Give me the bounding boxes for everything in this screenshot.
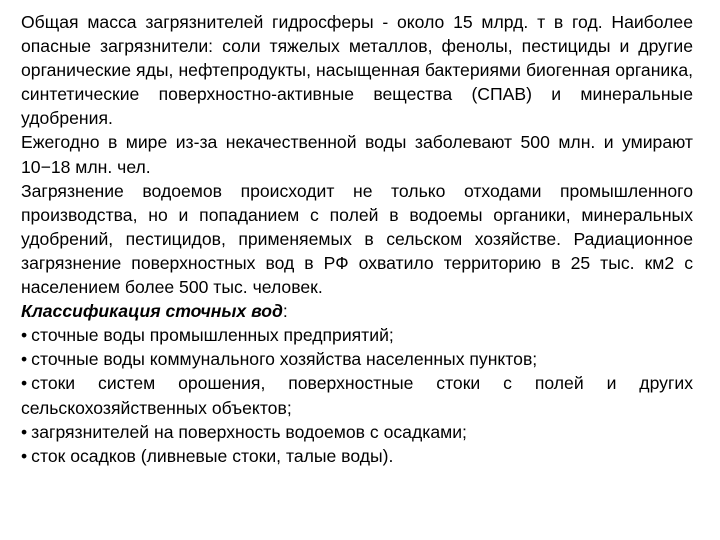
paragraph-health-impact: Ежегодно в мире из-за некачественной воды заболевают 500 млн. и умирают 10−18 млн. чел. <box>21 132 693 177</box>
list-item <box>21 444 693 468</box>
list-item <box>21 347 693 371</box>
classification-heading-text: Классификация сточных вод <box>21 301 283 322</box>
list-item-text: сток осадков (ливневые стоки, талые воды). <box>31 445 394 466</box>
bullet-icon: • <box>21 445 28 466</box>
bullet-icon: • <box>21 349 28 370</box>
classification-heading <box>21 299 693 323</box>
list-item-text: стоки систем орошения, поверхностные стоки с полей и других сельскохозяйственных объектов; <box>21 373 693 418</box>
bullet-icon: • <box>21 373 28 394</box>
paragraph-pollution-sources: Загрязнение водоемов происходит не только отходами промышленного производства, но и попаданием с полей в водоемы органики, минеральных удобрений, пестицидов, применяемых в сельском хозяйстве. Радиационное загрязнение поверхностных вод в РФ охватило территорию в 25 тыс. км2 с населением более 500 тыс. человек. <box>21 180 693 298</box>
bullet-icon: • <box>21 421 28 442</box>
list-item <box>21 420 693 444</box>
list-item <box>21 371 693 419</box>
classification-heading-colon: : <box>282 301 288 322</box>
paragraph-pollutants: Общая масса загрязнителей гидросферы - около 15 млрд. т в год. Наиболее опасные загрязнители: соли тяжелых металлов, фенолы, пестициды и другие органические яды, нефтепродукты, насыщенная бактериями биогенная органика, синтетические поверхностно-активные вещества (СПАВ) и минеральные удобрения. <box>21 12 693 129</box>
list-item-text: сточные воды промышленных предприятий; <box>31 325 394 346</box>
list-item-text: сточные воды коммунального хозяйства населенных пунктов; <box>31 349 538 370</box>
list-item-text: загрязнителей на поверхность водоемов с осадками; <box>31 421 467 442</box>
slide-content <box>21 10 693 468</box>
bullet-icon: • <box>21 325 28 346</box>
list-item <box>21 323 693 347</box>
wastewater-list <box>21 323 693 468</box>
